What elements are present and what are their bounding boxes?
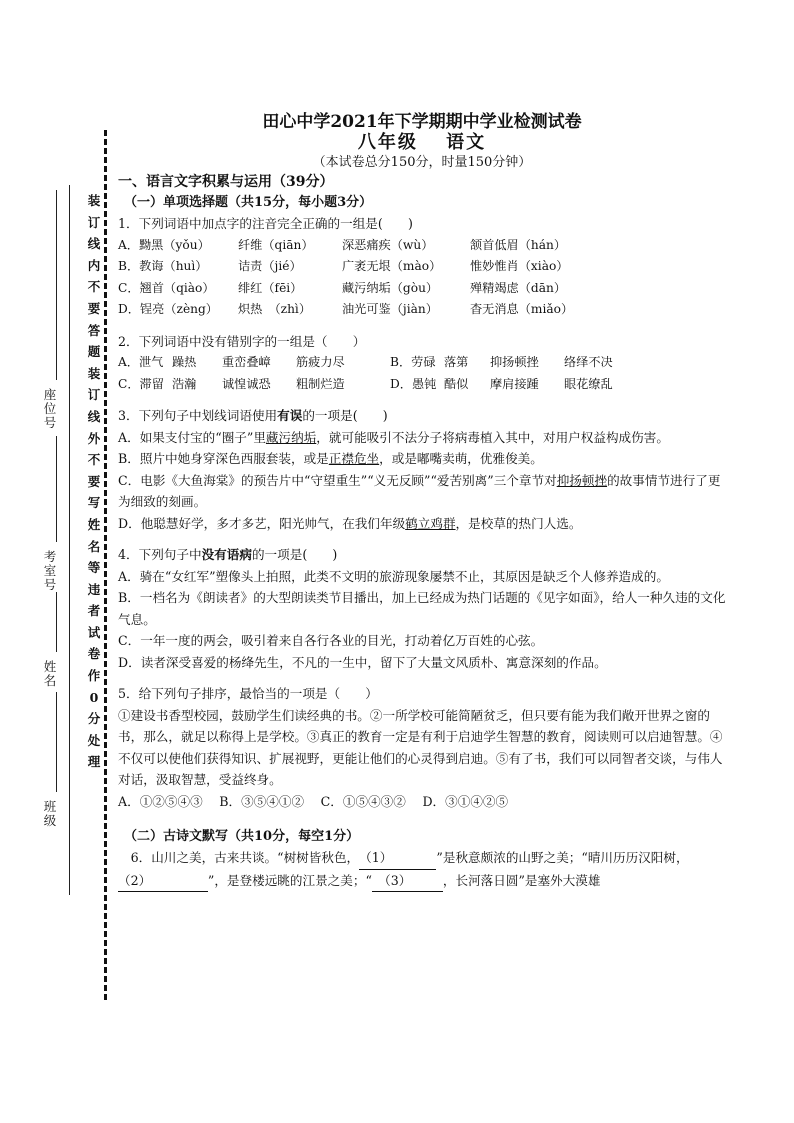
- binding-warning-char: 装: [87, 365, 101, 381]
- binding-warning-text: [87, 190, 101, 773]
- section-1-title: 一、语言文字积累与运用（39分）: [118, 174, 334, 190]
- q6-blank-1[interactable]: （1）: [359, 847, 436, 870]
- q3-stem: 3．下列句子中划线词语使用有误的一项是( ): [118, 408, 388, 423]
- seat-number-line: [56, 190, 57, 380]
- q2-option-item: 浩瀚: [172, 376, 197, 391]
- q2-option-item: 摩肩接踵: [490, 376, 539, 391]
- q4-stem: 4．下列句子中没有语病的一项是( ): [118, 547, 338, 562]
- q1-option-item: 油光可鉴（jiàn）: [342, 302, 438, 316]
- q2-option-item: 眼花缭乱: [564, 376, 613, 391]
- binding-warning-char: 外: [87, 430, 101, 446]
- binding-warning-char: 者: [87, 603, 101, 619]
- q2-option-item: A．泄气: [118, 355, 164, 369]
- exam-content: [118, 112, 726, 892]
- q2-option-row: [118, 352, 726, 374]
- q1-option-row: [118, 278, 726, 300]
- binding-warning-char: 不: [87, 279, 101, 295]
- binding-solid-line: [69, 185, 70, 895]
- exam-subtitle: 八年级 语文: [357, 132, 487, 153]
- binding-warning-char: 内: [87, 257, 101, 273]
- seat-number-label: 座位号: [43, 387, 57, 430]
- q1-stem: 1．下列词语中加点字的注音完全正确的一组是( ): [118, 216, 413, 231]
- binding-warning-char: 姓: [87, 516, 101, 532]
- binding-warning-char: 写: [87, 495, 101, 511]
- binding-warning-char: 卷: [87, 646, 101, 662]
- q1-option-item: A．黝黑（yǒu）: [118, 237, 210, 252]
- part-2-title: （二）古诗文默写（共10分，每空1分）: [124, 829, 360, 844]
- exam-note: （本试卷总分150分，时量150分钟）: [312, 155, 532, 170]
- q6-blank-3[interactable]: （3）: [372, 870, 443, 893]
- binding-warning-char: 题: [87, 344, 101, 360]
- q1-option-item: 诘责（jié）: [238, 259, 302, 273]
- binding-warning-char: 试: [87, 624, 101, 640]
- q6-text: 6．山川之美，古来共谈。“树树皆秋色，（1） ”是秋意颇浓的山野之美；“晴川历历汉阳树，（2） ”，是登楼远眺的江景之美；“ （3） ，长河落日圆”是塞外大漠雄: [118, 847, 726, 892]
- part-1-title: （一）单项选择题（共15分，每小题3分）: [124, 195, 373, 210]
- q4-option-c: C．一年一度的两会，吸引着来自各行各业的目光，打动着亿万百姓的心弦。: [118, 633, 544, 648]
- q3-option-d: D．他聪慧好学，多才多艺，阳光帅气，在我们年级鹤立鸡群，是校草的热门人选。: [118, 515, 582, 531]
- q2-options: [118, 352, 726, 395]
- binding-warning-char: 线: [87, 236, 101, 252]
- q1-option-item: 深恶痛疾（wù）: [342, 237, 434, 252]
- q1-option-row: [118, 235, 726, 257]
- q3-option-c: C．电影《大鱼海棠》的预告片中“守望重生”“义无反顾”“爱苦别离”三个章节对抑扬顿挫的故事情节进行了更为细致的刻画。: [118, 472, 721, 509]
- binding-warning-char: 等: [87, 560, 101, 576]
- q1-option-item: 杳无消息（miǎo）: [470, 302, 574, 316]
- q2-option-item: 重峦叠嶂: [222, 355, 271, 369]
- q5-passage: ①建设书香型校园，鼓励学生们读经典的书。②一所学校可能简陋贫乏，但只要有能为我们敞开世界之窗的书，那么，就足以称得上是学校。③真正的教育一定是有利于启迪学生智慧的教育，阅读则可以启迪智慧。④不仅可以使他们获得知识、扩展视野，更能让他们的心灵得到启迪。⑤有了书，我们可以同智者交谈，与伟人对话，汲取智慧，受益终身。: [118, 707, 723, 787]
- binding-warning-char: 处: [87, 732, 101, 748]
- q4-option-b: B．一档名为《朗读者》的大型朗读类节目播出，加上已经成为热门话题的《见字如面》，给人一种久违的文化气息。: [118, 590, 726, 627]
- binding-warning-char: 作: [87, 668, 101, 684]
- class-label: 班级: [43, 799, 57, 828]
- binding-warning-char: 线: [87, 408, 101, 424]
- q1-option-item: 惟妙惟肖（xiào）: [470, 259, 569, 273]
- q3-option-a: A．如果支付宝的“圈子”里藏污纳垢，就可能吸引不法分子将病毒植入其中，对用户权益构成伤害。: [118, 429, 669, 445]
- q1-option-item: 颔首低眉（hán）: [470, 237, 567, 252]
- exam-room-line: [56, 436, 57, 542]
- name-label: 姓名: [43, 659, 57, 688]
- q2-option-item: 粗制烂造: [296, 376, 345, 391]
- q3-option-b: B．照片中她身穿深色西服套装，或是正襟危坐，或是嘟嘴卖萌，优雅俊美。: [118, 451, 543, 466]
- q1-option-item: 炽热 （zhì）: [238, 302, 312, 316]
- q2-option-item: 筋疲力尽: [296, 355, 345, 369]
- binding-warning-char: 违: [87, 581, 101, 597]
- name-line: [56, 592, 57, 652]
- binding-warning-char: 装: [87, 193, 101, 208]
- q1-option-item: D．锃亮（zèng）: [118, 302, 218, 316]
- q4-option-a: A．骑在“女红军”塑像头上拍照，此类不文明的旅游现象屡禁不止，其原因是缺乏个人修养造成的。: [118, 568, 669, 584]
- q5-stem: 5．给下列句子排序，最恰当的一项是（ ）: [118, 686, 378, 701]
- q1-option-row: [118, 299, 726, 321]
- binding-warning-char: 名: [87, 538, 101, 554]
- exam-title: 田心中学2021年下学期期中学业检测试卷: [262, 112, 582, 132]
- q2-option-item: 抑扬顿挫: [490, 355, 539, 369]
- q2-option-row: [118, 374, 726, 396]
- q2-option-item: 躁热: [172, 355, 197, 369]
- q1-option-item: 殚精竭虑（dān）: [470, 280, 567, 295]
- q4-option-d: D．读者深受喜爱的杨绛先生，不凡的一生中，留下了大量文风质朴、寓意深刻的作品。: [118, 654, 607, 670]
- q1-option-row: [118, 256, 726, 278]
- q1-option-item: 藏污纳垢（gòu）: [342, 280, 439, 295]
- q2-option-item: 落第: [444, 355, 469, 369]
- binding-warning-char: 要: [87, 300, 101, 316]
- binding-warning-char: 订: [87, 214, 101, 230]
- q2-stem: 2．下列词语中没有错别字的一组是（ ）: [118, 333, 366, 349]
- q1-options: [118, 235, 726, 321]
- exam-room-label: 考室号: [43, 549, 57, 592]
- q2-option-item: C．滞留: [118, 376, 164, 391]
- q1-option-item: 广袤无垠（mào）: [342, 259, 442, 273]
- q2-option-item: D．愚钝: [390, 376, 437, 391]
- q2-option-item: B．劳碌: [390, 355, 436, 369]
- binding-warning-char: 要: [87, 473, 101, 489]
- q1-option-item: 绯红（fēi）: [238, 280, 303, 295]
- binding-warning-char: 理: [87, 754, 101, 770]
- q5-options: A．①②⑤④③ B．③⑤④①② C．①⑤④③② D．③①④②⑤: [118, 793, 509, 809]
- q1-option-item: 纤维（qiān）: [238, 237, 314, 252]
- binding-warning-char: 订: [87, 387, 101, 403]
- q6-blank-2[interactable]: （2）: [118, 870, 208, 893]
- q2-option-item: 酷似: [444, 376, 469, 391]
- binding-warning-char: 0: [89, 689, 99, 705]
- q2-option-item: 络绎不决: [564, 355, 613, 369]
- q1-option-item: B．教诲（huì）: [118, 259, 208, 273]
- binding-warning-char: 分: [87, 711, 101, 727]
- binding-dashed-line: [104, 130, 107, 1000]
- q2-option-item: 诚惶诚恐: [222, 376, 271, 391]
- class-line: [56, 692, 57, 792]
- binding-warning-char: 不: [87, 452, 101, 468]
- binding-warning-char: 答: [87, 322, 101, 338]
- q1-option-item: C．翘首（qiào）: [118, 280, 215, 295]
